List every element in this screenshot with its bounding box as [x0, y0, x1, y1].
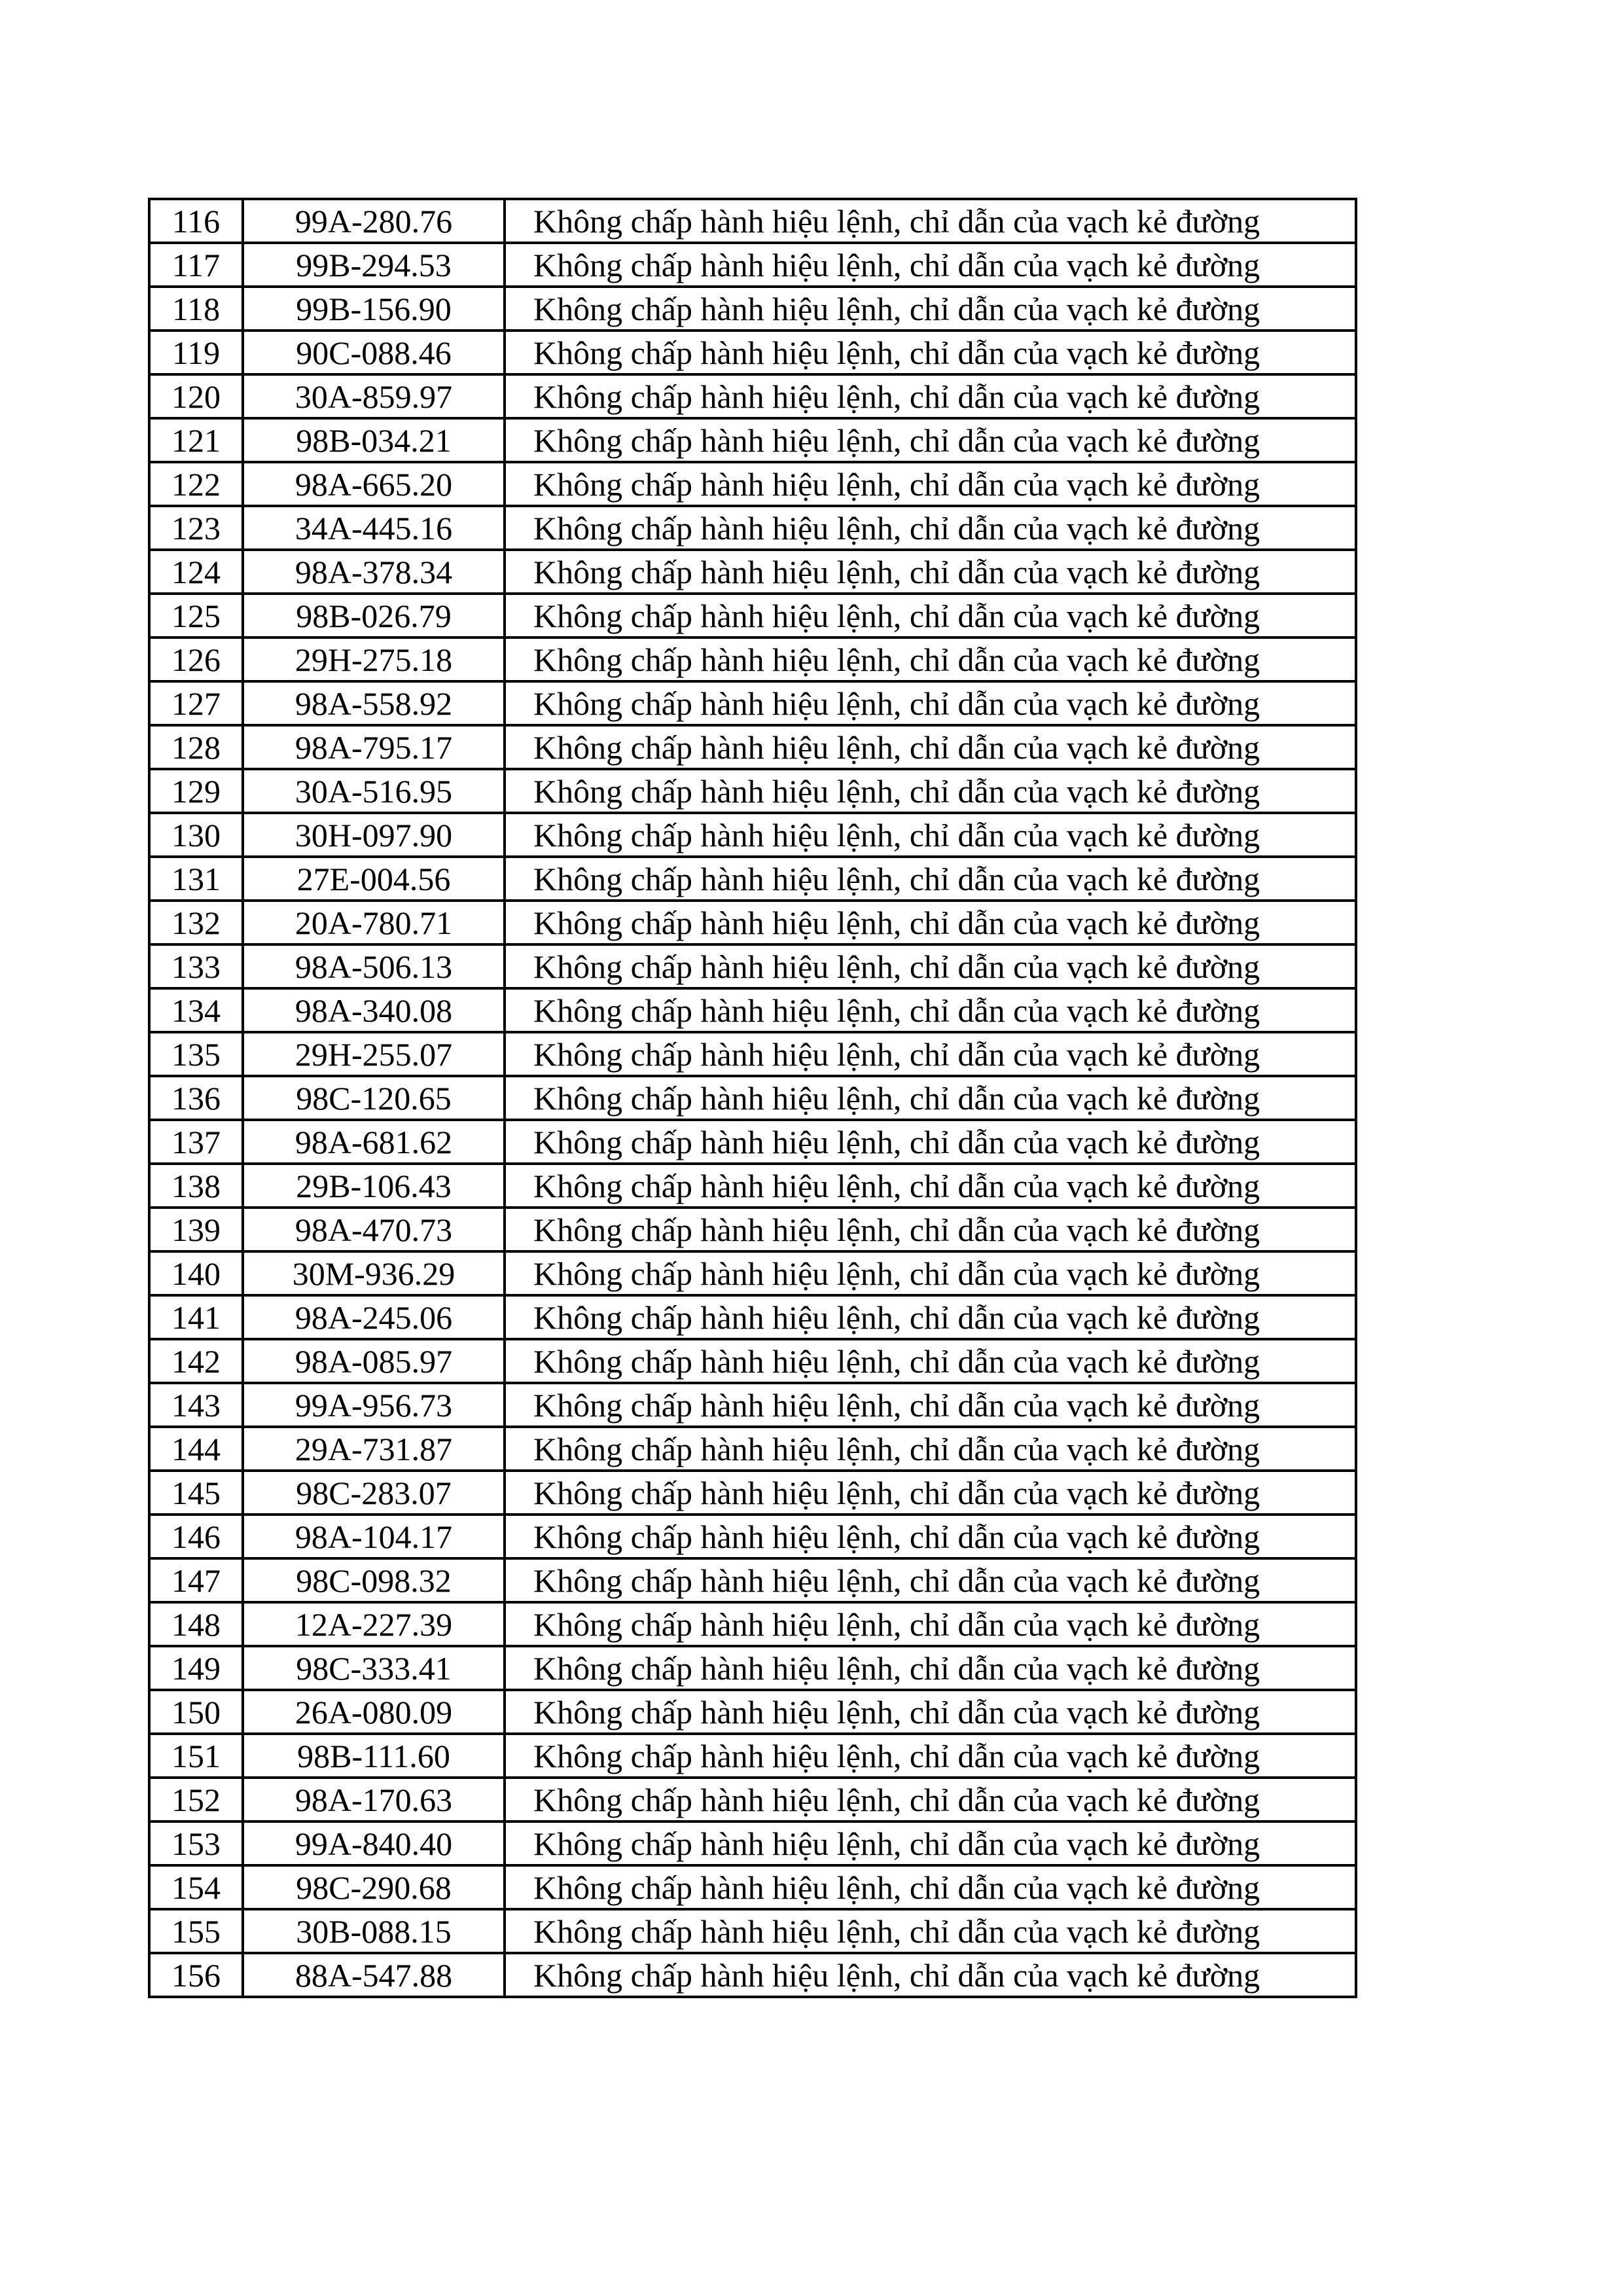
table-row — [149, 287, 1356, 331]
license-plate-cell: 99B-294.53 — [243, 243, 505, 287]
table-row — [149, 199, 1356, 243]
row-number-cell: 119 — [149, 331, 243, 374]
row-number-cell: 130 — [149, 813, 243, 857]
violation-description-cell: Không chấp hành hiệu lệnh, chỉ dẫn của vạch kẻ đường — [505, 857, 1356, 901]
row-number-cell: 155 — [149, 1909, 243, 1953]
row-number-cell: 117 — [149, 243, 243, 287]
license-plate-cell: 30H-097.90 — [243, 813, 505, 857]
row-number-cell: 135 — [149, 1032, 243, 1076]
violation-description-cell: Không chấp hành hiệu lệnh, chỉ dẫn của vạch kẻ đường — [505, 901, 1356, 944]
license-plate-cell: 98B-026.79 — [243, 594, 505, 637]
license-plate-cell: 98A-170.63 — [243, 1778, 505, 1821]
table-row — [149, 769, 1356, 813]
row-number-cell: 139 — [149, 1208, 243, 1251]
table-row — [149, 1383, 1356, 1427]
row-number-cell: 149 — [149, 1646, 243, 1690]
license-plate-cell: 98A-558.92 — [243, 681, 505, 725]
row-number-cell: 128 — [149, 725, 243, 769]
license-plate-cell: 98A-795.17 — [243, 725, 505, 769]
license-plate-cell: 26A-080.09 — [243, 1690, 505, 1734]
violations-table — [148, 198, 1357, 1998]
table-row — [149, 331, 1356, 374]
table-row — [149, 550, 1356, 594]
violation-description-cell: Không chấp hành hiệu lệnh, chỉ dẫn của vạch kẻ đường — [505, 418, 1356, 462]
license-plate-cell: 98B-111.60 — [243, 1734, 505, 1778]
row-number-cell: 141 — [149, 1295, 243, 1339]
violation-description-cell: Không chấp hành hiệu lệnh, chỉ dẫn của vạch kẻ đường — [505, 1383, 1356, 1427]
table-row — [149, 944, 1356, 988]
violation-description-cell: Không chấp hành hiệu lệnh, chỉ dẫn của vạch kẻ đường — [505, 1427, 1356, 1471]
row-number-cell: 122 — [149, 462, 243, 506]
license-plate-cell: 99A-280.76 — [243, 199, 505, 243]
row-number-cell: 120 — [149, 374, 243, 418]
row-number-cell: 148 — [149, 1602, 243, 1646]
license-plate-cell: 98B-034.21 — [243, 418, 505, 462]
table-row — [149, 725, 1356, 769]
row-number-cell: 152 — [149, 1778, 243, 1821]
violation-description-cell: Không chấp hành hiệu lệnh, chỉ dẫn của vạch kẻ đường — [505, 988, 1356, 1032]
violation-description-cell: Không chấp hành hiệu lệnh, chỉ dẫn của vạch kẻ đường — [505, 1471, 1356, 1515]
row-number-cell: 129 — [149, 769, 243, 813]
license-plate-cell: 98A-104.17 — [243, 1515, 505, 1558]
row-number-cell: 132 — [149, 901, 243, 944]
violation-description-cell: Không chấp hành hiệu lệnh, chỉ dẫn của vạch kẻ đường — [505, 243, 1356, 287]
row-number-cell: 153 — [149, 1821, 243, 1865]
license-plate-cell: 88A-547.88 — [243, 1953, 505, 1997]
row-number-cell: 140 — [149, 1251, 243, 1295]
row-number-cell: 156 — [149, 1953, 243, 1997]
violation-description-cell: Không chấp hành hiệu lệnh, chỉ dẫn của vạch kẻ đường — [505, 681, 1356, 725]
table-row — [149, 594, 1356, 637]
table-row — [149, 1339, 1356, 1383]
violation-description-cell: Không chấp hành hiệu lệnh, chỉ dẫn của vạch kẻ đường — [505, 594, 1356, 637]
row-number-cell: 142 — [149, 1339, 243, 1383]
license-plate-cell: 98A-665.20 — [243, 462, 505, 506]
table-row — [149, 1164, 1356, 1208]
violation-description-cell: Không chấp hành hiệu lệnh, chỉ dẫn của vạch kẻ đường — [505, 1076, 1356, 1120]
license-plate-cell: 98A-470.73 — [243, 1208, 505, 1251]
violation-description-cell: Không chấp hành hiệu lệnh, chỉ dẫn của vạch kẻ đường — [505, 725, 1356, 769]
table-row — [149, 418, 1356, 462]
violation-description-cell: Không chấp hành hiệu lệnh, chỉ dẫn của vạch kẻ đường — [505, 374, 1356, 418]
table-row — [149, 1208, 1356, 1251]
table-row — [149, 506, 1356, 550]
table-row — [149, 1515, 1356, 1558]
table-row — [149, 1120, 1356, 1164]
row-number-cell: 134 — [149, 988, 243, 1032]
table-row — [149, 1295, 1356, 1339]
row-number-cell: 136 — [149, 1076, 243, 1120]
violation-description-cell: Không chấp hành hiệu lệnh, chỉ dẫn của vạch kẻ đường — [505, 1515, 1356, 1558]
violation-description-cell: Không chấp hành hiệu lệnh, chỉ dẫn của vạch kẻ đường — [505, 944, 1356, 988]
license-plate-cell: 30M-936.29 — [243, 1251, 505, 1295]
license-plate-cell: 12A-227.39 — [243, 1602, 505, 1646]
table-row — [149, 1427, 1356, 1471]
row-number-cell: 138 — [149, 1164, 243, 1208]
table-row — [149, 1646, 1356, 1690]
license-plate-cell: 98A-085.97 — [243, 1339, 505, 1383]
license-plate-cell: 90C-088.46 — [243, 331, 505, 374]
license-plate-cell: 98C-290.68 — [243, 1865, 505, 1909]
license-plate-cell: 29H-275.18 — [243, 637, 505, 681]
violation-description-cell: Không chấp hành hiệu lệnh, chỉ dẫn của vạch kẻ đường — [505, 1646, 1356, 1690]
violation-description-cell: Không chấp hành hiệu lệnh, chỉ dẫn của vạch kẻ đường — [505, 1821, 1356, 1865]
table-row — [149, 1471, 1356, 1515]
license-plate-cell: 34A-445.16 — [243, 506, 505, 550]
violation-description-cell: Không chấp hành hiệu lệnh, chỉ dẫn của vạch kẻ đường — [505, 462, 1356, 506]
violation-description-cell: Không chấp hành hiệu lệnh, chỉ dẫn của vạch kẻ đường — [505, 1953, 1356, 1997]
license-plate-cell: 98A-340.08 — [243, 988, 505, 1032]
row-number-cell: 154 — [149, 1865, 243, 1909]
violation-description-cell: Không chấp hành hiệu lệnh, chỉ dẫn của vạch kẻ đường — [505, 287, 1356, 331]
row-number-cell: 118 — [149, 287, 243, 331]
violation-description-cell: Không chấp hành hiệu lệnh, chỉ dẫn của vạch kẻ đường — [505, 637, 1356, 681]
license-plate-cell: 30A-516.95 — [243, 769, 505, 813]
table-row — [149, 637, 1356, 681]
row-number-cell: 121 — [149, 418, 243, 462]
table-row — [149, 1251, 1356, 1295]
violation-description-cell: Không chấp hành hiệu lệnh, chỉ dẫn của vạch kẻ đường — [505, 1164, 1356, 1208]
row-number-cell: 151 — [149, 1734, 243, 1778]
row-number-cell: 124 — [149, 550, 243, 594]
row-number-cell: 126 — [149, 637, 243, 681]
row-number-cell: 133 — [149, 944, 243, 988]
table-row — [149, 1909, 1356, 1953]
violation-description-cell: Không chấp hành hiệu lệnh, chỉ dẫn của vạch kẻ đường — [505, 1295, 1356, 1339]
table-row — [149, 1032, 1356, 1076]
table-row — [149, 1734, 1356, 1778]
license-plate-cell: 98C-333.41 — [243, 1646, 505, 1690]
table-row — [149, 1778, 1356, 1821]
license-plate-cell: 29A-731.87 — [243, 1427, 505, 1471]
row-number-cell: 146 — [149, 1515, 243, 1558]
license-plate-cell: 27E-004.56 — [243, 857, 505, 901]
row-number-cell: 123 — [149, 506, 243, 550]
table-row — [149, 1558, 1356, 1602]
violation-description-cell: Không chấp hành hiệu lệnh, chỉ dẫn của vạch kẻ đường — [505, 1734, 1356, 1778]
violation-description-cell: Không chấp hành hiệu lệnh, chỉ dẫn của vạch kẻ đường — [505, 1208, 1356, 1251]
license-plate-cell: 29H-255.07 — [243, 1032, 505, 1076]
violation-description-cell: Không chấp hành hiệu lệnh, chỉ dẫn của vạch kẻ đường — [505, 550, 1356, 594]
table-row — [149, 681, 1356, 725]
table-row — [149, 901, 1356, 944]
table-row — [149, 1690, 1356, 1734]
row-number-cell: 147 — [149, 1558, 243, 1602]
table-row — [149, 1953, 1356, 1997]
license-plate-cell: 98A-681.62 — [243, 1120, 505, 1164]
license-plate-cell: 98A-378.34 — [243, 550, 505, 594]
row-number-cell: 143 — [149, 1383, 243, 1427]
violation-description-cell: Không chấp hành hiệu lệnh, chỉ dẫn của vạch kẻ đường — [505, 1778, 1356, 1821]
license-plate-cell: 30A-859.97 — [243, 374, 505, 418]
row-number-cell: 116 — [149, 199, 243, 243]
table-row — [149, 462, 1356, 506]
violation-description-cell: Không chấp hành hiệu lệnh, chỉ dẫn của vạch kẻ đường — [505, 1690, 1356, 1734]
violation-description-cell: Không chấp hành hiệu lệnh, chỉ dẫn của vạch kẻ đường — [505, 813, 1356, 857]
violation-description-cell: Không chấp hành hiệu lệnh, chỉ dẫn của vạch kẻ đường — [505, 1865, 1356, 1909]
violation-description-cell: Không chấp hành hiệu lệnh, chỉ dẫn của vạch kẻ đường — [505, 506, 1356, 550]
table-row — [149, 374, 1356, 418]
license-plate-cell: 98C-098.32 — [243, 1558, 505, 1602]
license-plate-cell: 98C-283.07 — [243, 1471, 505, 1515]
violation-description-cell: Không chấp hành hiệu lệnh, chỉ dẫn của vạch kẻ đường — [505, 1909, 1356, 1953]
table-row — [149, 1865, 1356, 1909]
license-plate-cell: 98A-245.06 — [243, 1295, 505, 1339]
violation-description-cell: Không chấp hành hiệu lệnh, chỉ dẫn của vạch kẻ đường — [505, 1602, 1356, 1646]
license-plate-cell: 99A-840.40 — [243, 1821, 505, 1865]
violation-description-cell: Không chấp hành hiệu lệnh, chỉ dẫn của vạch kẻ đường — [505, 1339, 1356, 1383]
table-row — [149, 243, 1356, 287]
violation-description-cell: Không chấp hành hiệu lệnh, chỉ dẫn của vạch kẻ đường — [505, 1032, 1356, 1076]
row-number-cell: 127 — [149, 681, 243, 725]
row-number-cell: 144 — [149, 1427, 243, 1471]
violation-description-cell: Không chấp hành hiệu lệnh, chỉ dẫn của vạch kẻ đường — [505, 1558, 1356, 1602]
row-number-cell: 150 — [149, 1690, 243, 1734]
table-row — [149, 813, 1356, 857]
violation-description-cell: Không chấp hành hiệu lệnh, chỉ dẫn của vạch kẻ đường — [505, 769, 1356, 813]
license-plate-cell: 98C-120.65 — [243, 1076, 505, 1120]
license-plate-cell: 99A-956.73 — [243, 1383, 505, 1427]
violation-description-cell: Không chấp hành hiệu lệnh, chỉ dẫn của vạch kẻ đường — [505, 1251, 1356, 1295]
table-row — [149, 1602, 1356, 1646]
violations-table-body — [149, 199, 1356, 1997]
table-row — [149, 988, 1356, 1032]
table-row — [149, 857, 1356, 901]
license-plate-cell: 30B-088.15 — [243, 1909, 505, 1953]
table-row — [149, 1821, 1356, 1865]
row-number-cell: 137 — [149, 1120, 243, 1164]
license-plate-cell: 99B-156.90 — [243, 287, 505, 331]
license-plate-cell: 29B-106.43 — [243, 1164, 505, 1208]
license-plate-cell: 98A-506.13 — [243, 944, 505, 988]
row-number-cell: 131 — [149, 857, 243, 901]
license-plate-cell: 20A-780.71 — [243, 901, 505, 944]
table-row — [149, 1076, 1356, 1120]
violation-description-cell: Không chấp hành hiệu lệnh, chỉ dẫn của vạch kẻ đường — [505, 1120, 1356, 1164]
row-number-cell: 145 — [149, 1471, 243, 1515]
violation-description-cell: Không chấp hành hiệu lệnh, chỉ dẫn của vạch kẻ đường — [505, 331, 1356, 374]
row-number-cell: 125 — [149, 594, 243, 637]
violation-description-cell: Không chấp hành hiệu lệnh, chỉ dẫn của vạch kẻ đường — [505, 199, 1356, 243]
